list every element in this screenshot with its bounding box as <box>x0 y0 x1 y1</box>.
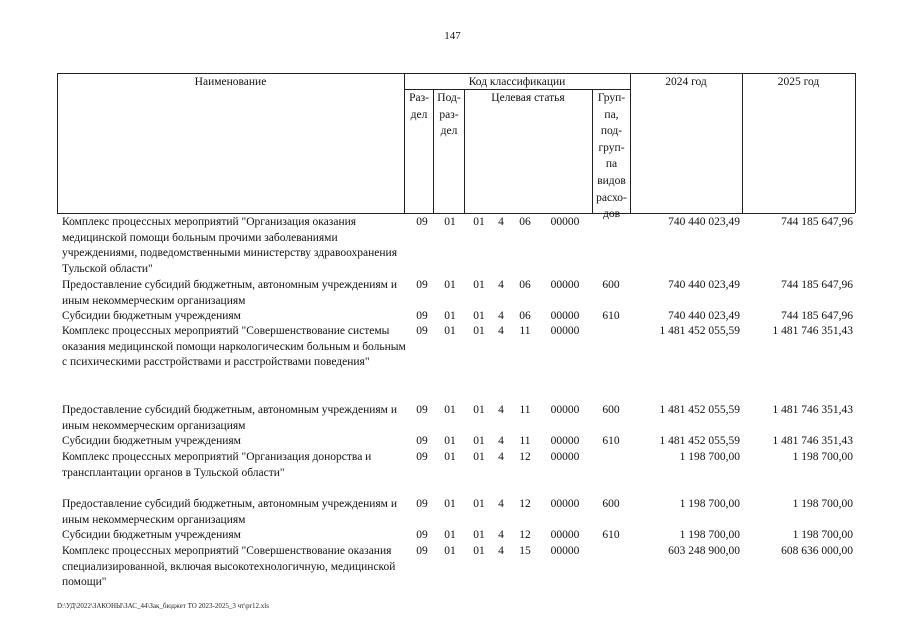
header-name: Наименование <box>194 76 267 88</box>
row-podrazdel: 01 <box>444 498 456 510</box>
row-razdel: 09 <box>416 451 428 463</box>
row-target-1: 01 <box>473 325 485 337</box>
table-header <box>57 73 855 221</box>
row-razdel: 09 <box>416 310 428 322</box>
row-target-1: 01 <box>473 216 485 228</box>
row-target-2: 4 <box>498 545 504 557</box>
header-code-classification: Код классификации <box>468 76 566 88</box>
row-target-2: 4 <box>498 498 504 510</box>
row-target-1: 01 <box>473 404 485 416</box>
row-name: Комплекс процессных мероприятий "Организация донорства и трансплантации органов в Тульской области" <box>62 451 372 479</box>
row-target-3: 11 <box>519 435 531 447</box>
row-target-4: 00000 <box>550 325 580 337</box>
row-value-2025: 608 636 000,00 <box>781 545 853 557</box>
header-year-2025: 2025 год <box>777 76 820 88</box>
row-podrazdel: 01 <box>444 435 456 447</box>
row-group: 610 <box>602 529 620 541</box>
row-razdel: 09 <box>416 435 428 447</box>
row-name: Предоставление субсидий бюджетным, автономным учреждениям и иным некоммерческим организациям <box>62 498 397 526</box>
row-podrazdel: 01 <box>444 310 456 322</box>
row-razdel: 09 <box>416 279 428 291</box>
row-podrazdel: 01 <box>444 451 456 463</box>
row-group: 600 <box>602 279 620 291</box>
row-podrazdel: 01 <box>444 216 456 228</box>
row-value-2024: 740 440 023,49 <box>668 279 740 291</box>
row-value-2024: 1 198 700,00 <box>679 529 740 541</box>
row-value-2025: 1 198 700,00 <box>792 498 853 510</box>
row-target-3: 06 <box>519 279 531 291</box>
row-target-1: 01 <box>473 498 485 510</box>
row-group: 600 <box>602 498 620 510</box>
row-target-4: 00000 <box>550 435 580 447</box>
row-target-4: 00000 <box>550 451 580 463</box>
row-value-2025: 1 481 746 351,43 <box>772 435 853 447</box>
row-target-2: 4 <box>498 325 504 337</box>
row-target-4: 00000 <box>550 545 580 557</box>
row-target-2: 4 <box>498 279 504 291</box>
row-target-2: 4 <box>498 310 504 322</box>
row-value-2025: 1 198 700,00 <box>792 529 853 541</box>
row-value-2025: 1 481 746 351,43 <box>772 325 853 337</box>
row-value-2024: 1 481 452 055,59 <box>659 404 740 416</box>
row-podrazdel: 01 <box>444 529 456 541</box>
row-name: Предоставление субсидий бюджетным, автономным учреждениям и иным некоммерческим организациям <box>62 404 397 432</box>
row-name: Комплекс процессных мероприятий "Совершенствование системы оказания медицинской помощи наркологическим больным и больным с психическими расстройствами и расстройствами поведения" <box>62 325 406 368</box>
row-value-2024: 603 248 900,00 <box>668 545 740 557</box>
row-target-3: 12 <box>519 498 531 510</box>
row-target-2: 4 <box>498 435 504 447</box>
row-target-4: 00000 <box>550 216 580 228</box>
header-razdel: Раз- дел <box>409 92 429 121</box>
row-target-1: 01 <box>473 435 485 447</box>
row-razdel: 09 <box>416 529 428 541</box>
row-target-1: 01 <box>473 529 485 541</box>
row-value-2024: 1 198 700,00 <box>679 498 740 510</box>
row-razdel: 09 <box>416 404 428 416</box>
row-target-2: 4 <box>498 529 504 541</box>
row-podrazdel: 01 <box>444 325 456 337</box>
row-target-3: 11 <box>519 325 531 337</box>
row-name: Субсидии бюджетным учреждениям <box>62 529 241 541</box>
row-target-2: 4 <box>498 404 504 416</box>
row-group: 610 <box>602 310 620 322</box>
header-group: Груп- па, под- груп- па видов расхо- дов <box>596 92 627 221</box>
row-value-2025: 744 185 647,96 <box>781 310 853 322</box>
header-year-2024: 2024 год <box>665 76 707 88</box>
row-target-4: 00000 <box>550 310 580 322</box>
row-razdel: 09 <box>416 498 428 510</box>
row-target-1: 01 <box>473 545 485 557</box>
row-podrazdel: 01 <box>444 545 456 557</box>
row-razdel: 09 <box>416 216 428 228</box>
row-value-2024: 1 198 700,00 <box>679 451 740 463</box>
row-name: Комплекс процессных мероприятий "Организация оказания медицинской помощи больным прочими заболеваниями учреждениями, подведомственными министерству здравоохранения Тульской области" <box>62 216 397 275</box>
row-target-1: 01 <box>473 310 485 322</box>
row-podrazdel: 01 <box>444 404 456 416</box>
row-name: Субсидии бюджетным учреждениям <box>62 435 241 447</box>
row-group: 610 <box>602 435 620 447</box>
row-group: 600 <box>602 404 620 416</box>
row-razdel: 09 <box>416 545 428 557</box>
row-value-2024: 1 481 452 055,59 <box>659 325 740 337</box>
row-value-2024: 740 440 023,49 <box>668 310 740 322</box>
row-value-2025: 744 185 647,96 <box>781 279 853 291</box>
row-podrazdel: 01 <box>444 279 456 291</box>
row-target-3: 15 <box>519 545 531 557</box>
file-path-footer: D:\УД\2022\ЗАКОНЫ\ЗАС_44\Зак_бюджет ТО 2023-2025_3 чт\pr12.xls <box>57 602 269 610</box>
row-razdel: 09 <box>416 325 428 337</box>
row-value-2024: 740 440 023,49 <box>668 216 740 228</box>
row-name: Предоставление субсидий бюджетным, автономным учреждениям и иным некоммерческим организациям <box>62 279 397 307</box>
row-target-4: 00000 <box>550 529 580 541</box>
row-value-2025: 744 185 647,96 <box>781 216 853 228</box>
row-value-2025: 1 198 700,00 <box>792 451 853 463</box>
row-target-4: 00000 <box>550 279 580 291</box>
row-name: Субсидии бюджетным учреждениям <box>62 310 241 322</box>
row-target-1: 01 <box>473 451 485 463</box>
row-target-2: 4 <box>498 216 504 228</box>
row-target-4: 00000 <box>550 498 580 510</box>
row-target-2: 4 <box>498 451 504 463</box>
row-name: Комплекс процессных мероприятий "Совершенствование оказания специализированной, включая высокотехнологичную, медицинской помощи" <box>62 545 396 588</box>
row-target-4: 00000 <box>550 404 580 416</box>
row-value-2025: 1 481 746 351,43 <box>772 404 853 416</box>
header-target-article: Целевая статья <box>491 92 565 104</box>
header-podrazdel: Под- раз- дел <box>437 92 461 138</box>
row-target-1: 01 <box>473 279 485 291</box>
row-target-3: 12 <box>519 451 531 463</box>
row-value-2024: 1 481 452 055,59 <box>659 435 740 447</box>
row-target-3: 06 <box>519 310 531 322</box>
page-number: 147 <box>444 30 461 42</box>
row-target-3: 11 <box>519 404 531 416</box>
row-target-3: 06 <box>519 216 531 228</box>
row-target-3: 12 <box>519 529 531 541</box>
